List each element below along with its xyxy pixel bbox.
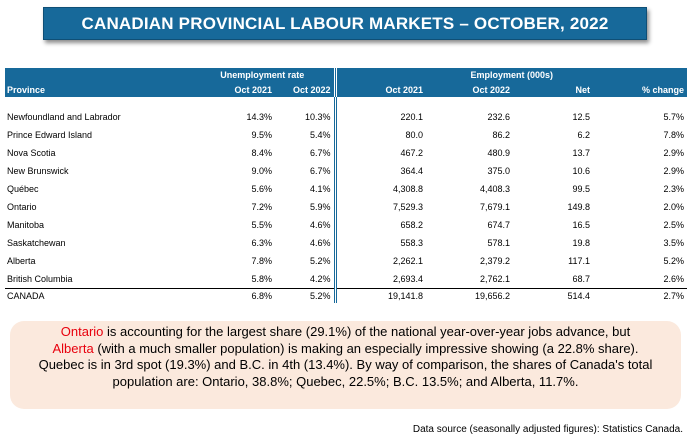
- table-row: [5, 252, 687, 270]
- value-cell: 19.8: [572, 238, 590, 248]
- value-cell: 2,262.1: [335, 252, 426, 270]
- value-cell: 364.4: [335, 162, 426, 180]
- value-cell: 19,141.8: [335, 288, 426, 303]
- value-cell: 480.9: [487, 148, 510, 158]
- value-cell: 232.6: [487, 112, 510, 122]
- value-cell: 7.8%: [251, 256, 272, 266]
- value-cell: 2.9%: [663, 148, 685, 158]
- province-cell: Manitoba: [7, 220, 45, 230]
- value-cell: 14.3%: [246, 112, 272, 122]
- commentary-box: [10, 321, 681, 409]
- value-cell: 2.0%: [663, 202, 685, 212]
- value-cell: 2.3%: [663, 184, 685, 194]
- value-cell: 674.7: [487, 220, 510, 230]
- value-cell: 19,656.2: [426, 288, 513, 303]
- value-cell: 86.2: [492, 130, 510, 140]
- labour-market-table: [5, 68, 687, 303]
- value-cell: 4.1%: [309, 184, 331, 194]
- col-header-emp-oct-2021: Oct 2021: [335, 82, 426, 97]
- header-blank: [5, 68, 191, 82]
- value-cell: 12.5: [572, 112, 590, 122]
- table-row: [5, 198, 687, 216]
- value-cell: 10.6: [572, 166, 590, 176]
- table-row: [5, 180, 687, 198]
- value-cell: 5.5%: [251, 220, 272, 230]
- value-cell: 2.6%: [663, 273, 685, 284]
- value-cell: 5.2%: [275, 288, 335, 303]
- commentary-line-3: Quebec is in 3rd spot (19.3%) and B.C. in 4th (13.4%). By way of comparison, the shares of Canada's total: [38, 357, 653, 372]
- employment-group-header: Employment (000s): [335, 68, 687, 82]
- table-row: [5, 216, 687, 234]
- province-cell: Saskatchewan: [7, 238, 66, 248]
- value-cell: 5.2%: [663, 256, 685, 266]
- value-cell: 2.5%: [663, 220, 685, 230]
- value-cell: 2,693.4: [335, 270, 426, 288]
- value-cell: 4.6%: [309, 238, 331, 248]
- commentary-line-4: population are: Ontario, 38.8%; Quebec, 22.5%; B.C. 13.5%; and Alberta, 11.7%.: [112, 373, 579, 389]
- table-row: [5, 144, 687, 162]
- value-cell: 2.9%: [663, 166, 685, 176]
- table-row: [5, 234, 687, 252]
- value-cell: 4.6%: [309, 220, 331, 230]
- total-row: [5, 288, 687, 303]
- data-source-note: Data source (seasonally adjusted figures): Statistics Canada.: [412, 424, 683, 435]
- province-cell: New Brunswick: [7, 166, 69, 176]
- value-cell: 7,529.3: [335, 198, 426, 216]
- province-cell: Québec: [7, 184, 39, 194]
- province-cell: Alberta: [7, 256, 36, 266]
- col-header-net: Net: [513, 82, 593, 97]
- value-cell: 658.2: [335, 216, 426, 234]
- value-cell: 6.8%: [191, 288, 275, 303]
- table-row: [5, 126, 687, 144]
- table-row: [5, 270, 687, 288]
- value-cell: 6.2: [577, 130, 590, 140]
- value-cell: 3.5%: [663, 238, 685, 248]
- highlight-ontario: Ontario: [60, 324, 104, 339]
- col-header-unemp-oct-2021: Oct 2021: [191, 82, 275, 97]
- province-cell: CANADA: [5, 288, 191, 303]
- value-cell: 467.2: [335, 144, 426, 162]
- value-cell: 7.8%: [663, 130, 685, 140]
- value-cell: 2.7%: [593, 288, 687, 303]
- col-header-pct-change: % change: [593, 82, 687, 97]
- value-cell: 16.5: [572, 220, 590, 230]
- value-cell: 5.2%: [309, 256, 331, 266]
- page-title: CANADIAN PROVINCIAL LABOUR MARKETS – OCTOBER, 2022: [43, 7, 647, 40]
- col-header-emp-oct-2022: Oct 2022: [426, 82, 513, 97]
- value-cell: 7.2%: [251, 202, 272, 212]
- unemployment-group-header: Unemployment rate: [191, 68, 335, 82]
- province-cell: Ontario: [7, 202, 37, 212]
- value-cell: 6.7%: [309, 166, 331, 176]
- value-cell: 4,408.3: [479, 184, 510, 194]
- value-cell: 514.4: [513, 288, 593, 303]
- value-cell: 9.5%: [251, 130, 272, 140]
- value-cell: 68.7: [572, 273, 590, 284]
- value-cell: 7,679.1: [479, 202, 510, 212]
- value-cell: 5.7%: [663, 112, 685, 122]
- value-cell: 99.5: [572, 184, 590, 194]
- table-row: [5, 108, 687, 126]
- province-cell: British Columbia: [7, 273, 73, 284]
- value-cell: 6.7%: [309, 148, 331, 158]
- commentary-line-2: Alberta (with a much smaller population) is making an especially impressive showing (a 22.8% share).: [52, 340, 639, 356]
- value-cell: 8.4%: [251, 148, 272, 158]
- value-cell: 375.0: [487, 166, 510, 176]
- value-cell: 5.6%: [251, 184, 272, 194]
- table-row: [5, 162, 687, 180]
- value-cell: 220.1: [335, 108, 426, 126]
- value-cell: 5.9%: [309, 202, 331, 212]
- value-cell: 149.8: [567, 202, 590, 212]
- col-header-province: Province: [5, 82, 191, 97]
- province-cell: Newfoundland and Labrador: [7, 112, 121, 122]
- value-cell: 13.7: [572, 148, 590, 158]
- value-cell: 558.3: [335, 234, 426, 252]
- value-cell: 117.1: [568, 256, 590, 266]
- value-cell: 5.8%: [251, 273, 272, 284]
- value-cell: 10.3%: [304, 112, 331, 122]
- value-cell: 6.3%: [251, 238, 272, 248]
- value-cell: 9.0%: [251, 166, 272, 176]
- province-cell: Prince Edward Island: [7, 130, 93, 140]
- value-cell: 5.4%: [309, 130, 331, 140]
- highlight-alberta: Alberta: [52, 340, 94, 356]
- value-cell: 80.0: [335, 126, 426, 144]
- col-header-unemp-oct-2022: Oct 2022: [275, 82, 335, 97]
- value-cell: 4,308.8: [335, 180, 426, 198]
- commentary-line-1: Ontario is accounting for the largest share (29.1%) of the national year-over-year jobs advance, but: [60, 324, 631, 339]
- province-cell: Nova Scotia: [7, 148, 56, 158]
- value-cell: 2,762.1: [479, 273, 510, 284]
- value-cell: 578.1: [487, 238, 510, 248]
- value-cell: 4.2%: [309, 273, 331, 284]
- value-cell: 2,379.2: [479, 256, 510, 266]
